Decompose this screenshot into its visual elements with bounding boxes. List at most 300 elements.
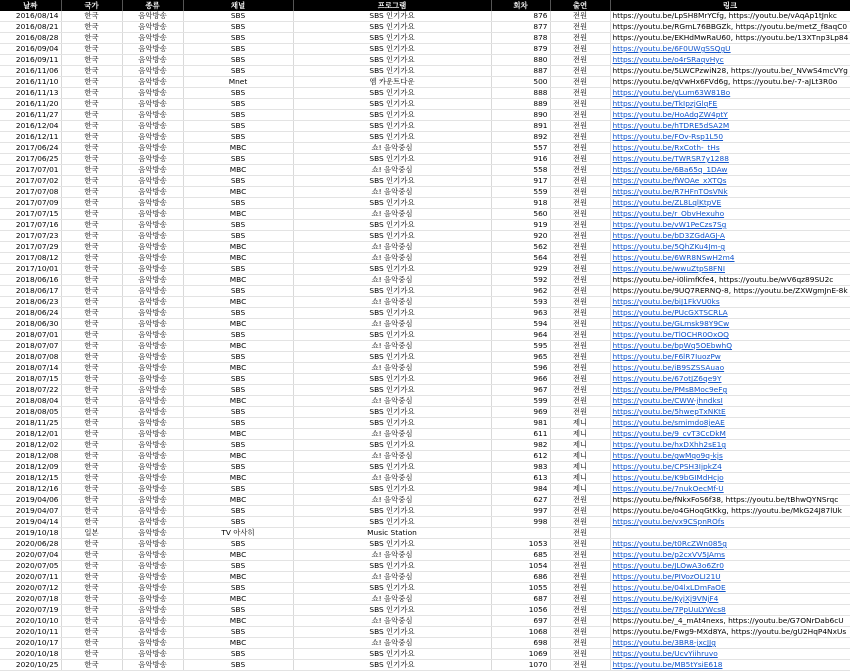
cell-type[interactable]: 음악방송 [122, 407, 183, 418]
cell-type[interactable]: 음악방송 [122, 297, 183, 308]
cell-episode[interactable]: 892 [491, 132, 550, 143]
header-link[interactable]: 링크 [610, 0, 850, 11]
cell-date[interactable]: 2016/08/21 [0, 22, 61, 33]
cell-channel[interactable]: MBC [183, 638, 293, 649]
cell-episode[interactable]: 595 [491, 341, 550, 352]
cell-cast[interactable]: 전원 [550, 253, 610, 264]
cell-cast[interactable]: 전원 [550, 341, 610, 352]
cell-program[interactable]: 쇼! 음악중심 [293, 297, 491, 308]
cell-program[interactable]: 쇼! 음악중심 [293, 319, 491, 330]
cell-channel[interactable]: MBC [183, 341, 293, 352]
cell-date[interactable]: 2018/06/23 [0, 297, 61, 308]
cell-date[interactable]: 2018/06/17 [0, 286, 61, 297]
cell-type[interactable]: 음악방송 [122, 385, 183, 396]
cell-link[interactable]: https://youtu.be/-i0limfKfe4, https://youtu.be/wV6qz89SU2c [610, 275, 850, 286]
cell-date[interactable]: 2020/07/19 [0, 605, 61, 616]
cell-cast[interactable]: 제니 [550, 451, 610, 462]
cell-cast[interactable]: 전원 [550, 506, 610, 517]
cell-program[interactable]: SBS 인기가요 [293, 121, 491, 132]
cell-episode[interactable]: 997 [491, 506, 550, 517]
cell-cast[interactable]: 전원 [550, 132, 610, 143]
cell-episode[interactable]: 918 [491, 198, 550, 209]
cell-type[interactable]: 음악방송 [122, 11, 183, 22]
cell-program[interactable]: 쇼! 음악중심 [293, 209, 491, 220]
cell-type[interactable]: 음악방송 [122, 341, 183, 352]
cell-channel[interactable]: SBS [183, 605, 293, 616]
cell-episode[interactable]: 697 [491, 616, 550, 627]
cell-link[interactable]: https://youtu.be/CPSH3IjpkZ4 [610, 462, 850, 473]
cell-program[interactable]: SBS 인기가요 [293, 308, 491, 319]
cell-cast[interactable]: 전원 [550, 33, 610, 44]
cell-date[interactable]: 2020/07/12 [0, 583, 61, 594]
cell-episode[interactable]: 887 [491, 66, 550, 77]
cell-episode[interactable]: 963 [491, 308, 550, 319]
cell-channel[interactable]: SBS [183, 198, 293, 209]
cell-type[interactable]: 음악방송 [122, 253, 183, 264]
cell-type[interactable]: 음악방송 [122, 462, 183, 473]
cell-country[interactable]: 한국 [61, 176, 122, 187]
cell-program[interactable]: SBS 인기가요 [293, 88, 491, 99]
cell-link[interactable]: https://youtu.be/Fwg9-MXd8YA, https://youtu.be/gU2HqP4NxUs [610, 627, 850, 638]
header-type[interactable]: 종류 [122, 0, 183, 11]
cell-channel[interactable]: SBS [183, 506, 293, 517]
cell-date[interactable]: 2017/07/16 [0, 220, 61, 231]
cell-link[interactable]: https://youtu.be/bD3ZGdAGJ-A [610, 231, 850, 242]
cell-program[interactable]: 쇼! 음악중심 [293, 187, 491, 198]
header-program[interactable]: 프로그램 [293, 0, 491, 11]
cell-episode[interactable]: 920 [491, 231, 550, 242]
cell-country[interactable]: 한국 [61, 616, 122, 627]
cell-cast[interactable]: 제니 [550, 462, 610, 473]
cell-episode[interactable]: 984 [491, 484, 550, 495]
cell-episode[interactable]: 876 [491, 11, 550, 22]
cell-link[interactable]: https://youtu.be/bpWq5OEbwhQ [610, 341, 850, 352]
cell-country[interactable]: 한국 [61, 473, 122, 484]
cell-program[interactable]: 쇼! 음악중심 [293, 594, 491, 605]
cell-program[interactable]: SBS 인기가요 [293, 385, 491, 396]
cell-channel[interactable]: MBC [183, 616, 293, 627]
cell-country[interactable]: 한국 [61, 253, 122, 264]
cell-program[interactable]: SBS 인기가요 [293, 330, 491, 341]
cell-channel[interactable]: SBS [183, 154, 293, 165]
cell-episode[interactable]: 558 [491, 165, 550, 176]
cell-cast[interactable]: 전원 [550, 539, 610, 550]
cell-cast[interactable]: 전원 [550, 121, 610, 132]
cell-country[interactable]: 한국 [61, 330, 122, 341]
cell-link[interactable]: https://youtu.be/7PpUuLYWcs8 [610, 605, 850, 616]
cell-country[interactable]: 한국 [61, 297, 122, 308]
cell-type[interactable]: 음악방송 [122, 528, 183, 539]
cell-link[interactable]: https://youtu.be/7nukOecMf-U [610, 484, 850, 495]
cell-program[interactable]: SBS 인기가요 [293, 627, 491, 638]
cell-program[interactable]: SBS 인기가요 [293, 286, 491, 297]
cell-link[interactable]: https://youtu.be/RGmL76BBGZk, https://youtu.be/metZ_f8aqC0 [610, 22, 850, 33]
cell-date[interactable]: 2016/11/13 [0, 88, 61, 99]
cell-episode[interactable]: 983 [491, 462, 550, 473]
cell-date[interactable]: 2017/10/01 [0, 264, 61, 275]
cell-date[interactable]: 2018/07/08 [0, 352, 61, 363]
cell-link[interactable]: https://youtu.be/wwuZtpS8FNI [610, 264, 850, 275]
cell-country[interactable]: 한국 [61, 88, 122, 99]
cell-type[interactable]: 음악방송 [122, 440, 183, 451]
cell-date[interactable]: 2018/12/01 [0, 429, 61, 440]
cell-cast[interactable]: 제니 [550, 484, 610, 495]
cell-program[interactable]: SBS 인기가요 [293, 484, 491, 495]
cell-type[interactable]: 음악방송 [122, 660, 183, 671]
cell-cast[interactable]: 전원 [550, 297, 610, 308]
cell-type[interactable]: 음악방송 [122, 616, 183, 627]
cell-channel[interactable]: SBS [183, 22, 293, 33]
cell-date[interactable]: 2019/04/06 [0, 495, 61, 506]
cell-channel[interactable]: MBC [183, 187, 293, 198]
cell-program[interactable]: 쇼! 음악중심 [293, 396, 491, 407]
cell-type[interactable]: 음악방송 [122, 451, 183, 462]
cell-type[interactable]: 음악방송 [122, 649, 183, 660]
cell-channel[interactable]: SBS [183, 649, 293, 660]
cell-program[interactable]: 쇼! 음악중심 [293, 495, 491, 506]
cell-type[interactable]: 음악방송 [122, 495, 183, 506]
cell-country[interactable]: 한국 [61, 418, 122, 429]
cell-program[interactable]: Music Station [293, 528, 491, 539]
cell-channel[interactable]: MBC [183, 550, 293, 561]
cell-episode[interactable]: 890 [491, 110, 550, 121]
cell-type[interactable]: 음악방송 [122, 143, 183, 154]
cell-type[interactable]: 음악방송 [122, 187, 183, 198]
cell-cast[interactable]: 제니 [550, 440, 610, 451]
cell-program[interactable]: SBS 인기가요 [293, 55, 491, 66]
cell-link[interactable]: https://youtu.be/9UQ7RERNQ-8, https://youtu.be/ZXWgmJnE-8k [610, 286, 850, 297]
cell-episode[interactable]: 500 [491, 77, 550, 88]
cell-country[interactable]: 한국 [61, 451, 122, 462]
cell-channel[interactable]: MBC [183, 495, 293, 506]
cell-type[interactable]: 음악방송 [122, 275, 183, 286]
cell-country[interactable]: 한국 [61, 363, 122, 374]
cell-link[interactable]: https://youtu.be/6WR8NSwH2m4 [610, 253, 850, 264]
cell-cast[interactable]: 전원 [550, 286, 610, 297]
cell-type[interactable]: 음악방송 [122, 638, 183, 649]
cell-episode[interactable]: 611 [491, 429, 550, 440]
cell-program[interactable]: SBS 인기가요 [293, 440, 491, 451]
cell-country[interactable]: 한국 [61, 154, 122, 165]
cell-channel[interactable]: SBS [183, 286, 293, 297]
cell-episode[interactable]: 982 [491, 440, 550, 451]
cell-episode[interactable]: 592 [491, 275, 550, 286]
header-episode[interactable]: 회차 [491, 0, 550, 11]
cell-cast[interactable]: 전원 [550, 638, 610, 649]
cell-type[interactable]: 음악방송 [122, 396, 183, 407]
cell-episode[interactable]: 962 [491, 286, 550, 297]
cell-link[interactable]: https://youtu.be/K9bGIMdHcjo [610, 473, 850, 484]
cell-cast[interactable]: 전원 [550, 242, 610, 253]
cell-country[interactable]: 한국 [61, 187, 122, 198]
cell-date[interactable]: 2020/07/04 [0, 550, 61, 561]
cell-program[interactable]: 쇼! 음악중심 [293, 275, 491, 286]
cell-type[interactable]: 음악방송 [122, 176, 183, 187]
cell-country[interactable]: 한국 [61, 55, 122, 66]
cell-country[interactable]: 한국 [61, 110, 122, 121]
cell-country[interactable]: 한국 [61, 396, 122, 407]
cell-country[interactable]: 한국 [61, 99, 122, 110]
cell-type[interactable]: 음악방송 [122, 506, 183, 517]
cell-date[interactable]: 2017/07/09 [0, 198, 61, 209]
cell-program[interactable]: SBS 인기가요 [293, 517, 491, 528]
cell-country[interactable]: 한국 [61, 209, 122, 220]
cell-type[interactable]: 음악방송 [122, 286, 183, 297]
cell-country[interactable]: 한국 [61, 638, 122, 649]
cell-episode[interactable]: 612 [491, 451, 550, 462]
cell-cast[interactable]: 전원 [550, 264, 610, 275]
cell-date[interactable]: 2017/07/23 [0, 231, 61, 242]
cell-link[interactable]: https://youtu.be/o4rSRaqvHyc [610, 55, 850, 66]
cell-cast[interactable]: 전원 [550, 572, 610, 583]
cell-episode[interactable]: 1068 [491, 627, 550, 638]
cell-channel[interactable]: SBS [183, 539, 293, 550]
cell-link[interactable]: https://youtu.be/HoAdqZW4ptY [610, 110, 850, 121]
cell-date[interactable]: 2018/06/16 [0, 275, 61, 286]
cell-type[interactable]: 음악방송 [122, 583, 183, 594]
cell-cast[interactable]: 전원 [550, 44, 610, 55]
cell-program[interactable]: SBS 인기가요 [293, 506, 491, 517]
cell-link[interactable]: https://youtu.be/fWOAe_xXTQs [610, 176, 850, 187]
cell-type[interactable]: 음악방송 [122, 330, 183, 341]
cell-channel[interactable]: SBS [183, 440, 293, 451]
cell-country[interactable]: 한국 [61, 627, 122, 638]
cell-type[interactable]: 음악방송 [122, 220, 183, 231]
cell-channel[interactable]: SBS [183, 418, 293, 429]
cell-channel[interactable]: SBS [183, 407, 293, 418]
cell-date[interactable]: 2019/04/07 [0, 506, 61, 517]
cell-country[interactable]: 한국 [61, 165, 122, 176]
cell-date[interactable]: 2017/08/12 [0, 253, 61, 264]
cell-link[interactable]: https://youtu.be/RxCoth-_tHs [610, 143, 850, 154]
cell-link[interactable]: https://youtu.be/TWRSR7y1288 [610, 154, 850, 165]
cell-country[interactable]: 한국 [61, 374, 122, 385]
cell-date[interactable]: 2018/07/22 [0, 385, 61, 396]
cell-program[interactable]: SBS 인기가요 [293, 176, 491, 187]
cell-cast[interactable]: 전원 [550, 220, 610, 231]
cell-type[interactable]: 음악방송 [122, 88, 183, 99]
cell-program[interactable]: SBS 인기가요 [293, 561, 491, 572]
cell-program[interactable]: 쇼! 음악중심 [293, 638, 491, 649]
cell-date[interactable]: 2020/10/11 [0, 627, 61, 638]
cell-episode[interactable]: 917 [491, 176, 550, 187]
header-channel[interactable]: 채널 [183, 0, 293, 11]
cell-link[interactable]: https://youtu.be/hxDXhh2sE1g [610, 440, 850, 451]
cell-channel[interactable]: SBS [183, 627, 293, 638]
cell-episode[interactable]: 560 [491, 209, 550, 220]
cell-program[interactable]: SBS 인기가요 [293, 462, 491, 473]
cell-country[interactable]: 한국 [61, 550, 122, 561]
cell-cast[interactable]: 전원 [550, 319, 610, 330]
cell-channel[interactable]: MBC [183, 242, 293, 253]
cell-channel[interactable]: SBS [183, 462, 293, 473]
cell-date[interactable]: 2017/07/08 [0, 187, 61, 198]
cell-episode[interactable]: 981 [491, 418, 550, 429]
cell-date[interactable]: 2016/11/27 [0, 110, 61, 121]
cell-link[interactable]: https://youtu.be/04lxLDmFaOE [610, 583, 850, 594]
cell-episode[interactable]: 593 [491, 297, 550, 308]
cell-date[interactable]: 2018/07/14 [0, 363, 61, 374]
cell-channel[interactable]: SBS [183, 176, 293, 187]
cell-episode[interactable]: 1054 [491, 561, 550, 572]
cell-cast[interactable]: 전원 [550, 99, 610, 110]
cell-program[interactable]: SBS 인기가요 [293, 418, 491, 429]
header-date[interactable]: 날짜 [0, 0, 61, 11]
cell-program[interactable]: SBS 인기가요 [293, 154, 491, 165]
cell-country[interactable]: 한국 [61, 605, 122, 616]
cell-channel[interactable]: MBC [183, 275, 293, 286]
cell-country[interactable]: 한국 [61, 11, 122, 22]
cell-date[interactable]: 2018/12/16 [0, 484, 61, 495]
cell-date[interactable]: 2018/07/01 [0, 330, 61, 341]
cell-type[interactable]: 음악방송 [122, 154, 183, 165]
cell-link[interactable]: https://youtu.be/biJ1FkVU0ks [610, 297, 850, 308]
cell-channel[interactable]: SBS [183, 66, 293, 77]
cell-link[interactable]: https://youtu.be/KyjXj9VNjF4 [610, 594, 850, 605]
cell-date[interactable]: 2018/12/09 [0, 462, 61, 473]
cell-type[interactable]: 음악방송 [122, 110, 183, 121]
cell-channel[interactable]: Mnet [183, 77, 293, 88]
cell-date[interactable]: 2020/07/05 [0, 561, 61, 572]
cell-type[interactable]: 음악방송 [122, 572, 183, 583]
cell-country[interactable]: 한국 [61, 231, 122, 242]
cell-channel[interactable]: SBS [183, 33, 293, 44]
cell-country[interactable]: 한국 [61, 649, 122, 660]
cell-channel[interactable]: SBS [183, 11, 293, 22]
cell-cast[interactable]: 전원 [550, 363, 610, 374]
cell-cast[interactable]: 전원 [550, 11, 610, 22]
cell-episode[interactable]: 1070 [491, 660, 550, 671]
cell-channel[interactable]: SBS [183, 484, 293, 495]
cell-cast[interactable]: 전원 [550, 583, 610, 594]
cell-program[interactable]: 쇼! 음악중심 [293, 253, 491, 264]
cell-program[interactable]: SBS 인기가요 [293, 11, 491, 22]
cell-type[interactable]: 음악방송 [122, 121, 183, 132]
cell-program[interactable]: SBS 인기가요 [293, 605, 491, 616]
cell-link[interactable]: https://youtu.be/3BR8-jxcJJg [610, 638, 850, 649]
cell-date[interactable]: 2018/08/05 [0, 407, 61, 418]
cell-cast[interactable]: 전원 [550, 561, 610, 572]
cell-episode[interactable]: 1055 [491, 583, 550, 594]
cell-type[interactable]: 음악방송 [122, 209, 183, 220]
cell-episode[interactable]: 879 [491, 44, 550, 55]
cell-link[interactable]: https://youtu.be/5QhZKu4Jm-g [610, 242, 850, 253]
cell-date[interactable]: 2018/06/30 [0, 319, 61, 330]
cell-program[interactable]: SBS 인기가요 [293, 649, 491, 660]
cell-program[interactable]: 쇼! 음악중심 [293, 143, 491, 154]
cell-episode[interactable]: 687 [491, 594, 550, 605]
cell-episode[interactable]: 916 [491, 154, 550, 165]
cell-type[interactable]: 음악방송 [122, 55, 183, 66]
cell-cast[interactable]: 전원 [550, 198, 610, 209]
cell-date[interactable]: 2016/09/11 [0, 55, 61, 66]
cell-date[interactable]: 2020/10/25 [0, 660, 61, 671]
cell-program[interactable]: SBS 인기가요 [293, 220, 491, 231]
cell-type[interactable]: 음악방송 [122, 33, 183, 44]
cell-channel[interactable]: SBS [183, 308, 293, 319]
cell-date[interactable]: 2020/10/17 [0, 638, 61, 649]
cell-program[interactable]: 쇼! 음악중심 [293, 242, 491, 253]
cell-episode[interactable]: 627 [491, 495, 550, 506]
cell-program[interactable]: 쇼! 음악중심 [293, 572, 491, 583]
cell-cast[interactable]: 전원 [550, 660, 610, 671]
cell-type[interactable]: 음악방송 [122, 132, 183, 143]
cell-channel[interactable]: MBC [183, 594, 293, 605]
cell-date[interactable]: 2019/10/18 [0, 528, 61, 539]
cell-country[interactable]: 한국 [61, 407, 122, 418]
cell-cast[interactable]: 전원 [550, 374, 610, 385]
cell-date[interactable]: 2017/07/15 [0, 209, 61, 220]
cell-channel[interactable]: MBC [183, 297, 293, 308]
cell-channel[interactable]: SBS [183, 385, 293, 396]
cell-channel[interactable]: MBC [183, 165, 293, 176]
cell-date[interactable]: 2017/06/24 [0, 143, 61, 154]
cell-episode[interactable]: 613 [491, 473, 550, 484]
cell-episode[interactable] [491, 528, 550, 539]
cell-link[interactable]: https://youtu.be/p2cxVV5JAms [610, 550, 850, 561]
cell-country[interactable]: 한국 [61, 429, 122, 440]
cell-channel[interactable]: MBC [183, 396, 293, 407]
cell-program[interactable]: 쇼! 음악중심 [293, 451, 491, 462]
cell-date[interactable]: 2016/09/04 [0, 44, 61, 55]
cell-channel[interactable]: SBS [183, 99, 293, 110]
cell-link[interactable]: https://youtu.be/ZL8LqlKtpVE [610, 198, 850, 209]
cell-cast[interactable]: 제니 [550, 429, 610, 440]
cell-country[interactable]: 한국 [61, 660, 122, 671]
cell-link[interactable]: https://youtu.be/JLOwA3o6Zr0 [610, 561, 850, 572]
cell-type[interactable]: 음악방송 [122, 374, 183, 385]
cell-date[interactable]: 2020/10/10 [0, 616, 61, 627]
cell-country[interactable]: 한국 [61, 242, 122, 253]
cell-country[interactable]: 한국 [61, 506, 122, 517]
cell-link[interactable]: https://youtu.be/6Ba65q_1DAw [610, 165, 850, 176]
cell-program[interactable]: SBS 인기가요 [293, 132, 491, 143]
cell-link[interactable]: https://youtu.be/r_ObvHexuho [610, 209, 850, 220]
cell-cast[interactable]: 전원 [550, 143, 610, 154]
cell-type[interactable]: 음악방송 [122, 22, 183, 33]
cell-country[interactable]: 한국 [61, 341, 122, 352]
cell-type[interactable]: 음악방송 [122, 517, 183, 528]
cell-program[interactable]: SBS 인기가요 [293, 264, 491, 275]
cell-link[interactable]: https://youtu.be/iB9SZSSAuao [610, 363, 850, 374]
cell-link[interactable]: https://youtu.be/_4_mAt4nexs, https://youtu.be/G7ONrDab6cU [610, 616, 850, 627]
cell-date[interactable]: 2016/11/06 [0, 66, 61, 77]
cell-link[interactable]: https://youtu.be/6F0UWgSSQgU [610, 44, 850, 55]
cell-type[interactable]: 음악방송 [122, 473, 183, 484]
cell-link[interactable]: https://youtu.be/R7HFnTOsVNk [610, 187, 850, 198]
cell-channel[interactable]: TV 아사히 [183, 528, 293, 539]
cell-channel[interactable]: SBS [183, 660, 293, 671]
cell-date[interactable]: 2016/11/20 [0, 99, 61, 110]
cell-cast[interactable]: 전원 [550, 517, 610, 528]
cell-date[interactable]: 2018/11/25 [0, 418, 61, 429]
cell-link[interactable]: https://youtu.be/MB5tYsiE618 [610, 660, 850, 671]
cell-country[interactable]: 한국 [61, 517, 122, 528]
cell-cast[interactable]: 전원 [550, 110, 610, 121]
cell-country[interactable]: 일본 [61, 528, 122, 539]
cell-program[interactable]: 쇼! 음악중심 [293, 429, 491, 440]
cell-type[interactable]: 음악방송 [122, 605, 183, 616]
cell-type[interactable]: 음악방송 [122, 561, 183, 572]
cell-cast[interactable]: 전원 [550, 528, 610, 539]
cell-link[interactable]: https://youtu.be/5LWCPzwiN28, https://youtu.be/_NVwS4mcVYg [610, 66, 850, 77]
cell-type[interactable]: 음악방송 [122, 484, 183, 495]
cell-program[interactable]: SBS 인기가요 [293, 660, 491, 671]
cell-type[interactable]: 음악방송 [122, 352, 183, 363]
cell-country[interactable]: 한국 [61, 594, 122, 605]
cell-cast[interactable]: 전원 [550, 275, 610, 286]
cell-type[interactable]: 음악방송 [122, 99, 183, 110]
